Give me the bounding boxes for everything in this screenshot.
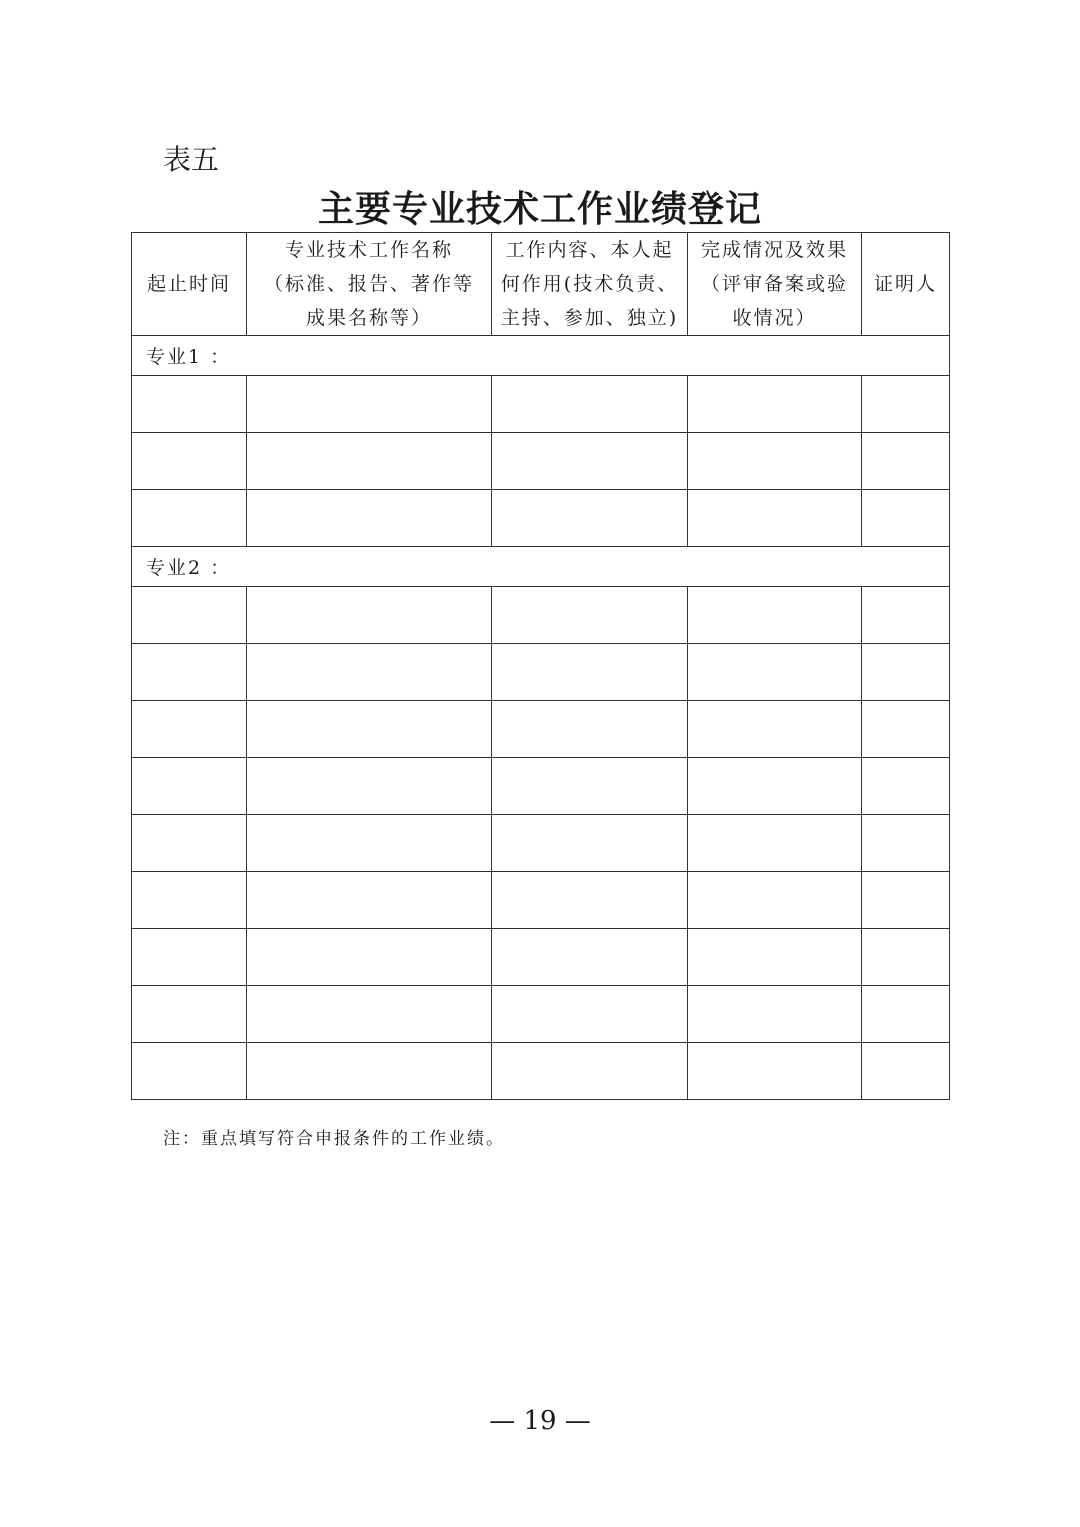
section-row [132, 336, 950, 376]
blank-entry-cell[interactable] [492, 758, 688, 815]
table-row [132, 701, 950, 758]
blank-entry-cell[interactable] [688, 433, 862, 490]
blank-entry-cell[interactable] [862, 433, 950, 490]
blank-entry-cell[interactable] [688, 1043, 862, 1100]
table-row [132, 490, 950, 547]
table-row [132, 376, 950, 433]
blank-entry-cell[interactable] [862, 986, 950, 1043]
header-line: （评审备案或验 [700, 273, 848, 295]
blank-entry-cell[interactable] [862, 490, 950, 547]
blank-entry-cell[interactable] [132, 433, 247, 490]
table-row [132, 433, 950, 490]
blank-entry-cell[interactable] [132, 758, 247, 815]
blank-entry-cell[interactable] [688, 758, 862, 815]
table-row [132, 872, 950, 929]
table-row [132, 929, 950, 986]
header-line: 何作用(技术负责、 [500, 273, 679, 295]
blank-entry-cell[interactable] [862, 815, 950, 872]
blank-entry-cell[interactable] [688, 872, 862, 929]
section-row [132, 547, 950, 587]
header-line: 收情况） [732, 307, 817, 329]
blank-entry-cell[interactable] [688, 376, 862, 433]
blank-entry-cell[interactable] [862, 376, 950, 433]
blank-entry-cell[interactable] [247, 490, 492, 547]
header-line: 成果名称等） [305, 307, 432, 329]
blank-entry-cell[interactable] [132, 872, 247, 929]
blank-entry-cell[interactable] [132, 701, 247, 758]
blank-entry-cell[interactable] [492, 929, 688, 986]
table-row [132, 815, 950, 872]
blank-entry-cell[interactable] [862, 587, 950, 644]
table-label: 表五 [163, 143, 220, 176]
section-label: 专业1 ： [132, 336, 950, 376]
blank-entry-cell[interactable] [688, 929, 862, 986]
header-cell-work-name [247, 233, 492, 336]
blank-entry-cell[interactable] [247, 587, 492, 644]
header-row [132, 233, 950, 336]
header-line: 工作内容、本人起 [505, 239, 674, 261]
blank-entry-cell[interactable] [492, 815, 688, 872]
blank-entry-cell[interactable] [492, 433, 688, 490]
blank-entry-cell[interactable] [492, 376, 688, 433]
blank-entry-cell[interactable] [492, 644, 688, 701]
blank-entry-cell[interactable] [247, 1043, 492, 1100]
blank-entry-cell[interactable] [862, 701, 950, 758]
blank-entry-cell[interactable] [132, 644, 247, 701]
page-number: — 19 — [489, 1406, 591, 1436]
table-row [132, 986, 950, 1043]
header-line: 主持、参加、独立) [500, 307, 679, 329]
header-cell-period [132, 233, 247, 336]
blank-entry-cell[interactable] [247, 986, 492, 1043]
table-row [132, 644, 950, 701]
blank-entry-cell[interactable] [132, 929, 247, 986]
header-line: （标准、报告、著作等 [263, 273, 474, 295]
blank-entry-cell[interactable] [688, 701, 862, 758]
blank-entry-cell[interactable] [247, 376, 492, 433]
table-row [132, 1043, 950, 1100]
blank-entry-cell[interactable] [132, 815, 247, 872]
header-cell-certifier [862, 233, 950, 336]
blank-entry-cell[interactable] [247, 815, 492, 872]
blank-entry-cell[interactable] [132, 986, 247, 1043]
blank-entry-cell[interactable] [492, 986, 688, 1043]
section-label: 专业2 ： [132, 547, 950, 587]
blank-entry-cell[interactable] [862, 758, 950, 815]
table-row [132, 587, 950, 644]
blank-entry-cell[interactable] [492, 872, 688, 929]
footnote: 注：重点填写符合申报条件的工作业绩。 [163, 1129, 505, 1149]
header-cell-work-content [492, 233, 688, 336]
blank-entry-cell[interactable] [862, 929, 950, 986]
blank-entry-cell[interactable] [492, 587, 688, 644]
blank-entry-cell[interactable] [132, 1043, 247, 1100]
page-title: 主要专业技术工作业绩登记 [317, 188, 762, 230]
blank-entry-cell[interactable] [862, 872, 950, 929]
blank-entry-cell[interactable] [492, 1043, 688, 1100]
blank-entry-cell[interactable] [492, 490, 688, 547]
blank-entry-cell[interactable] [688, 986, 862, 1043]
blank-entry-cell[interactable] [688, 587, 862, 644]
table-row [132, 758, 950, 815]
achievement-register-table [131, 232, 950, 1100]
blank-entry-cell[interactable] [862, 1043, 950, 1100]
header-line: 专业技术工作名称 [284, 239, 453, 261]
blank-entry-cell[interactable] [247, 433, 492, 490]
blank-entry-cell[interactable] [688, 644, 862, 701]
blank-entry-cell[interactable] [132, 490, 247, 547]
blank-entry-cell[interactable] [688, 815, 862, 872]
blank-entry-cell[interactable] [247, 644, 492, 701]
blank-entry-cell[interactable] [492, 701, 688, 758]
blank-entry-cell[interactable] [132, 587, 247, 644]
blank-entry-cell[interactable] [688, 490, 862, 547]
blank-entry-cell[interactable] [247, 872, 492, 929]
blank-entry-cell[interactable] [247, 929, 492, 986]
header-line: 完成情况及效果 [700, 239, 848, 261]
header-line: 证明人 [873, 273, 937, 295]
blank-entry-cell[interactable] [247, 701, 492, 758]
blank-entry-cell[interactable] [132, 376, 247, 433]
header-cell-completion [688, 233, 862, 336]
blank-entry-cell[interactable] [862, 644, 950, 701]
header-line: 起止时间 [146, 273, 231, 295]
blank-entry-cell[interactable] [247, 758, 492, 815]
